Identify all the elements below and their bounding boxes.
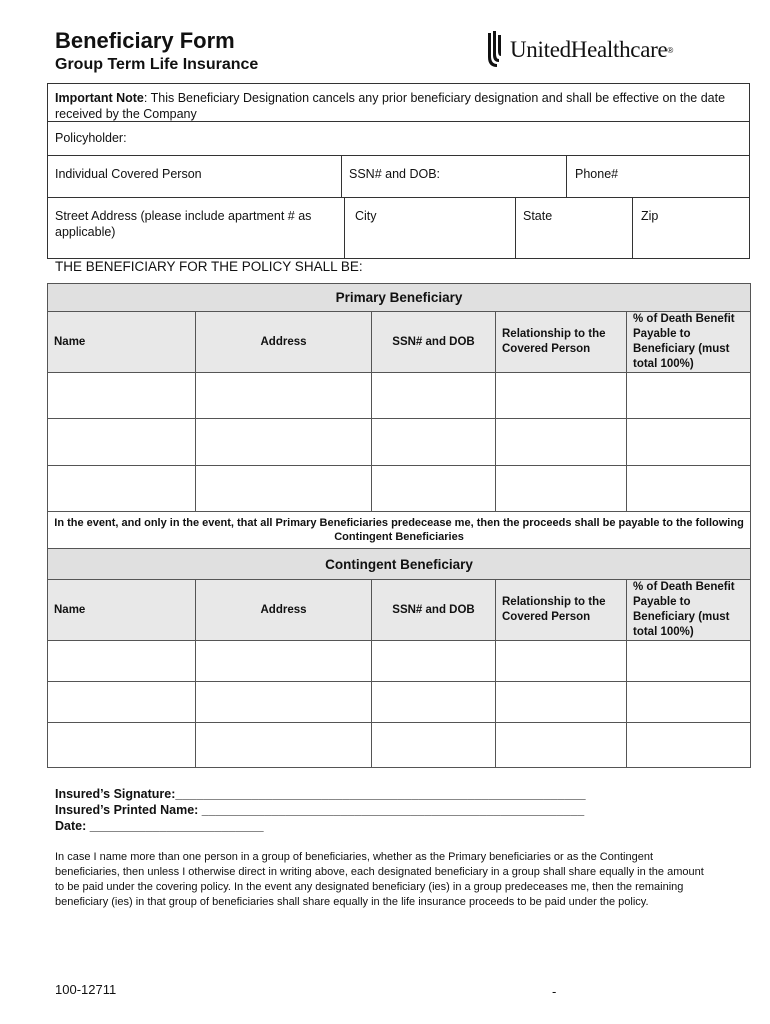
address-cell[interactable] xyxy=(196,641,372,682)
percent-cell[interactable] xyxy=(627,419,751,466)
ssn-cell[interactable] xyxy=(372,682,496,723)
form-subtitle: Group Term Life Insurance xyxy=(55,56,259,73)
date-line[interactable]: Date: _________________________ xyxy=(55,819,264,833)
percent-cell[interactable] xyxy=(627,723,751,768)
relationship-cell[interactable] xyxy=(496,419,627,466)
brand-name: UnitedHealthcare xyxy=(510,37,668,62)
address-cell[interactable] xyxy=(196,419,372,466)
relationship-cell[interactable] xyxy=(496,373,627,419)
primary-beneficiary-table xyxy=(47,283,751,768)
important-note xyxy=(55,90,745,122)
phone-field[interactable]: Phone# xyxy=(575,167,619,181)
city-field[interactable]: City xyxy=(355,209,377,223)
ssn-dob-field[interactable]: SSN# and DOB: xyxy=(349,167,441,181)
table-row xyxy=(48,682,751,723)
name-cell[interactable] xyxy=(48,466,196,512)
important-note-label: Important Note xyxy=(55,91,144,105)
percent-cell[interactable] xyxy=(627,641,751,682)
col-ssn-dob: SSN# and DOB xyxy=(372,580,496,641)
percent-cell[interactable] xyxy=(627,373,751,419)
table-row xyxy=(48,641,751,682)
uhc-shield-icon xyxy=(486,31,502,69)
col-name: Name xyxy=(48,580,196,641)
contingent-beneficiary-title: Contingent Beneficiary xyxy=(48,549,751,580)
name-cell[interactable] xyxy=(48,641,196,682)
name-cell[interactable] xyxy=(48,723,196,768)
ssn-cell[interactable] xyxy=(372,466,496,512)
address-cell[interactable] xyxy=(196,373,372,419)
table-row xyxy=(48,723,751,768)
relationship-cell[interactable] xyxy=(496,723,627,768)
ssn-cell[interactable] xyxy=(372,723,496,768)
covered-person-field[interactable]: Individual Covered Person xyxy=(55,167,202,181)
ssn-cell[interactable] xyxy=(372,419,496,466)
col-relationship: Relationship to the Covered Person xyxy=(496,312,627,373)
beneficiary-heading: THE BENEFICIARY FOR THE POLICY SHALL BE: xyxy=(55,259,363,274)
street-address-field[interactable]: Street Address (please include apartment # as applicable) xyxy=(55,209,312,239)
state-field[interactable]: State xyxy=(523,209,553,223)
relationship-cell[interactable] xyxy=(496,682,627,723)
contingent-instruction: In the event, and only in the event, that all Primary Beneficiaries predecease me, then the proceeds shall be payable to the following Contingent Beneficiaries xyxy=(48,512,751,549)
name-cell[interactable] xyxy=(48,419,196,466)
form-title: Beneficiary Form xyxy=(55,28,235,53)
primary-beneficiary-title: Primary Beneficiary xyxy=(48,284,751,312)
address-cell[interactable] xyxy=(196,723,372,768)
col-percent: % of Death Benefit Payable to Beneficiary (must total 100%) xyxy=(627,580,751,641)
col-percent: % of Death Benefit Payable to Beneficiary (must total 100%) xyxy=(627,312,751,373)
zip-field[interactable]: Zip xyxy=(641,209,659,223)
name-cell[interactable] xyxy=(48,373,196,419)
relationship-cell[interactable] xyxy=(496,641,627,682)
col-name: Name xyxy=(48,312,196,373)
percent-cell[interactable] xyxy=(627,466,751,512)
col-ssn-dob: SSN# and DOB xyxy=(372,312,496,373)
important-note-text: : This Beneficiary Designation cancels any prior beneficiary designation and shall be effective on the date received by the Company xyxy=(55,91,726,121)
percent-cell[interactable] xyxy=(627,682,751,723)
col-address: Address xyxy=(196,312,372,373)
insured-printed-name-line[interactable]: Insured’s Printed Name: _______________________________________________________ xyxy=(55,803,585,817)
registered-mark: ® xyxy=(667,45,674,55)
name-cell[interactable] xyxy=(48,682,196,723)
ssn-cell[interactable] xyxy=(372,373,496,419)
address-cell[interactable] xyxy=(196,682,372,723)
col-address: Address xyxy=(196,580,372,641)
table-row xyxy=(48,466,751,512)
ssn-cell[interactable] xyxy=(372,641,496,682)
table-row xyxy=(48,373,751,419)
unitedhealthcare-logo xyxy=(486,30,673,70)
col-relationship: Relationship to the Covered Person xyxy=(496,580,627,641)
insured-signature-line[interactable]: Insured’s Signature:___________________________________________________________ xyxy=(55,787,586,801)
form-number: 100-12711 xyxy=(55,982,117,997)
page-marker: - xyxy=(552,984,557,999)
equal-share-paragraph: In case I name more than one person in a group of beneficiaries, whether as the Primary beneficiaries or as the Contingent beneficiaries, then unless I otherwise direct in writing above, each designated beneficiary in a group shall share equally in the amount to be paid under the covering policy. In the event any designated beneficiary (ies) in a group predeceases me, then the remaining beneficiary (ies) in that group of beneficiaries shall share equally in the life insurance proceeds to be paid under the policy. xyxy=(55,851,704,908)
address-cell[interactable] xyxy=(196,466,372,512)
relationship-cell[interactable] xyxy=(496,466,627,512)
table-row xyxy=(48,419,751,466)
policyholder-field[interactable]: Policyholder: xyxy=(55,131,127,145)
